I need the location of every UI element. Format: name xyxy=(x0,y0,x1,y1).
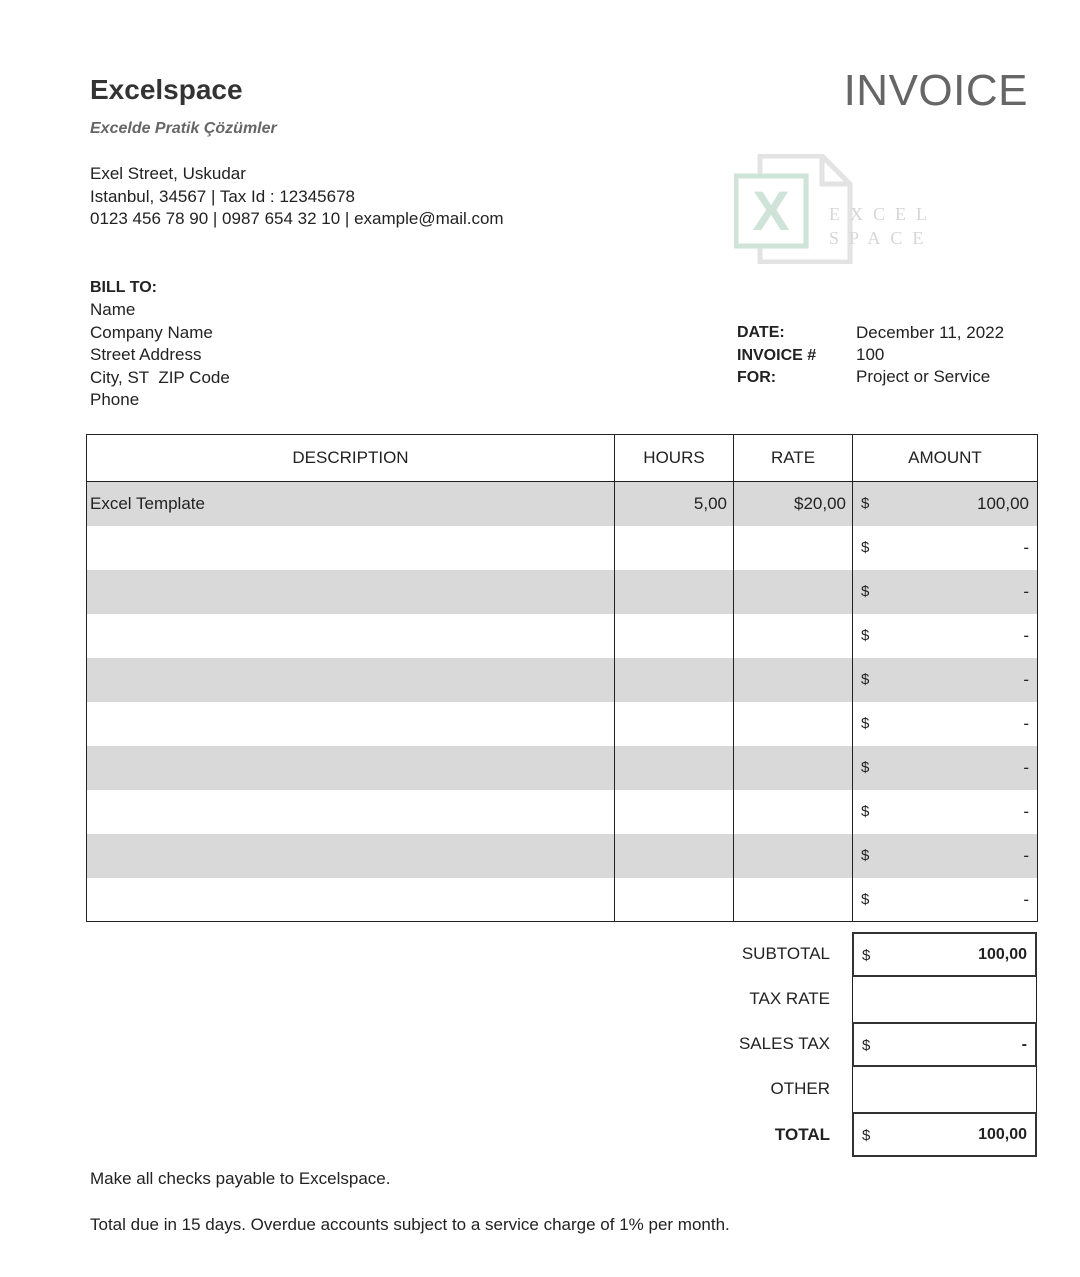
company-contact-line: 0123 456 78 90 | 0987 654 32 10 | example@mail.com xyxy=(90,209,504,228)
subtotal-cell[interactable] xyxy=(852,932,1037,977)
item-hours[interactable] xyxy=(615,790,734,834)
bill-to-label: BILL TO: xyxy=(90,279,157,296)
item-amount: - xyxy=(1023,757,1029,777)
table-row xyxy=(87,878,1038,922)
item-amount: - xyxy=(1023,801,1029,821)
logo-word-space: SPACE xyxy=(829,228,934,248)
item-amount-cell[interactable] xyxy=(853,834,1038,878)
item-description[interactable] xyxy=(87,746,615,790)
excelspace-logo xyxy=(734,154,934,264)
item-rate[interactable] xyxy=(734,702,853,746)
header-description: DESCRIPTION xyxy=(87,435,615,482)
subtotal-label: SUBTOTAL xyxy=(741,944,830,963)
item-rate[interactable]: $20,00 xyxy=(734,482,853,526)
item-currency: $ xyxy=(861,758,870,776)
table-row xyxy=(87,702,1038,746)
item-description[interactable]: Excel Template xyxy=(87,482,615,526)
item-amount-cell[interactable] xyxy=(853,790,1038,834)
item-hours[interactable] xyxy=(615,834,734,878)
table-row xyxy=(87,790,1038,834)
sales-tax-label: SALES TAX xyxy=(738,1034,830,1053)
sales-tax-value: - xyxy=(1021,1036,1027,1053)
item-amount-cell[interactable] xyxy=(853,526,1038,570)
item-amount-cell[interactable] xyxy=(853,702,1038,746)
invoice-number-value: 100 xyxy=(856,345,885,364)
invoice-title: INVOICE xyxy=(843,66,1028,115)
item-hours[interactable] xyxy=(615,702,734,746)
item-currency: $ xyxy=(861,846,870,864)
item-amount: - xyxy=(1023,845,1029,865)
item-currency: $ xyxy=(861,714,870,732)
item-rate[interactable] xyxy=(734,614,853,658)
item-rate[interactable] xyxy=(734,878,853,922)
table-row xyxy=(87,482,1038,526)
company-address-line-1: Exel Street, Uskudar xyxy=(90,164,246,183)
item-description[interactable] xyxy=(87,526,615,570)
header-amount: AMOUNT xyxy=(853,435,1038,482)
item-rate[interactable] xyxy=(734,834,853,878)
bill-to-name: Name xyxy=(90,300,136,319)
item-amount: - xyxy=(1023,669,1029,689)
date-value: December 11, 2022 xyxy=(856,323,1005,342)
item-currency: $ xyxy=(861,538,870,556)
header-hours: HOURS xyxy=(615,435,734,482)
item-amount-cell[interactable] xyxy=(853,614,1038,658)
table-row xyxy=(87,526,1038,570)
tax-rate-label: TAX RATE xyxy=(749,989,830,1008)
logo-word-excel: EXCEL xyxy=(829,204,934,224)
item-currency: $ xyxy=(861,626,870,644)
item-currency: $ xyxy=(861,670,870,688)
bill-to-street: Street Address xyxy=(90,345,202,364)
item-currency: $ xyxy=(861,495,870,512)
item-currency: $ xyxy=(861,582,870,600)
item-hours[interactable] xyxy=(615,614,734,658)
company-address-line-2: Istanbul, 34567 | Tax Id : 12345678 xyxy=(90,187,355,206)
company-tagline: Excelde Pratik Çözümler xyxy=(90,120,277,137)
item-rate[interactable] xyxy=(734,790,853,834)
bill-to-phone: Phone xyxy=(90,390,140,409)
sales-tax-cell[interactable] xyxy=(852,1022,1037,1067)
sales-tax-currency: $ xyxy=(862,1037,871,1054)
item-amount-cell[interactable] xyxy=(853,570,1038,614)
item-hours[interactable] xyxy=(615,658,734,702)
invoice-number-label: INVOICE # xyxy=(737,347,817,364)
other-label: OTHER xyxy=(770,1079,830,1098)
item-hours[interactable] xyxy=(615,526,734,570)
item-description[interactable] xyxy=(87,878,615,922)
logo-letter: X xyxy=(752,179,790,242)
item-hours[interactable]: 5,00 xyxy=(615,482,734,526)
table-header-row xyxy=(87,435,1038,482)
table-row xyxy=(87,658,1038,702)
item-description[interactable] xyxy=(87,702,615,746)
item-description[interactable] xyxy=(87,834,615,878)
item-currency: $ xyxy=(861,802,870,820)
item-rate[interactable] xyxy=(734,746,853,790)
item-rate[interactable] xyxy=(734,526,853,570)
item-hours[interactable] xyxy=(615,878,734,922)
item-amount: - xyxy=(1023,625,1029,645)
item-rate[interactable] xyxy=(734,570,853,614)
table-row xyxy=(87,746,1038,790)
for-value: Project or Service xyxy=(856,367,991,386)
bill-to-city: City, ST ZIP Code xyxy=(90,368,230,387)
total-label: TOTAL xyxy=(774,1125,830,1144)
item-amount-cell[interactable] xyxy=(853,658,1038,702)
tax-rate-cell[interactable] xyxy=(852,977,1037,1022)
header-rate: RATE xyxy=(734,435,853,482)
item-currency: $ xyxy=(861,890,870,908)
subtotal-value: 100,00 xyxy=(978,946,1027,963)
item-amount: 100,00 xyxy=(977,494,1029,513)
table-row xyxy=(87,614,1038,658)
item-description[interactable] xyxy=(87,570,615,614)
checks-payable-note: Make all checks payable to Excelspace. xyxy=(90,1169,391,1188)
item-rate[interactable] xyxy=(734,658,853,702)
item-amount-cell[interactable] xyxy=(853,878,1038,922)
item-hours[interactable] xyxy=(615,746,734,790)
item-amount-cell[interactable] xyxy=(853,746,1038,790)
item-hours[interactable] xyxy=(615,570,734,614)
item-description[interactable] xyxy=(87,790,615,834)
table-row xyxy=(87,834,1038,878)
item-amount: - xyxy=(1023,713,1029,733)
line-items-table xyxy=(86,434,1038,922)
item-description[interactable] xyxy=(87,614,615,658)
item-amount-cell[interactable] xyxy=(853,482,1038,526)
total-value: 100,00 xyxy=(978,1126,1027,1143)
for-label: FOR: xyxy=(737,369,777,386)
item-amount: - xyxy=(1023,581,1029,601)
item-amount: - xyxy=(1023,889,1029,909)
total-cell[interactable] xyxy=(852,1112,1037,1157)
item-description[interactable] xyxy=(87,658,615,702)
subtotal-currency: $ xyxy=(862,947,871,964)
date-label: DATE: xyxy=(737,324,785,341)
total-currency: $ xyxy=(862,1127,871,1144)
table-row xyxy=(87,570,1038,614)
item-amount: - xyxy=(1023,537,1029,557)
excel-file-icon xyxy=(734,154,934,264)
other-cell[interactable] xyxy=(852,1067,1037,1112)
company-name: Excelspace xyxy=(90,74,243,105)
payment-terms-note: Total due in 15 days. Overdue accounts subject to a service charge of 1% per month. xyxy=(90,1215,730,1234)
bill-to-company: Company Name xyxy=(90,323,213,342)
